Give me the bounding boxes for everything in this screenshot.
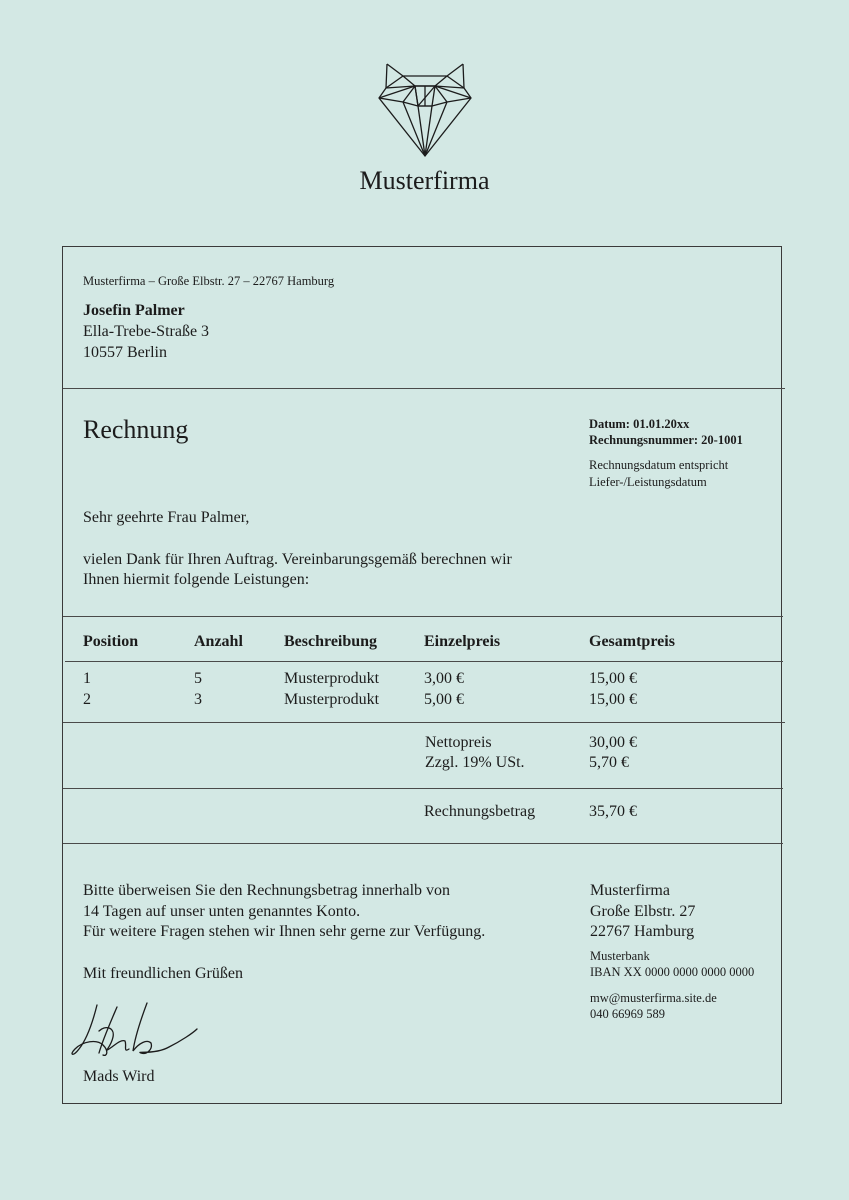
intro-line-1: vielen Dank für Ihren Auftrag. Vereinbarungsgemäß berechnen wir [83,551,512,568]
footer-city: 22767 Hamburg [590,923,695,940]
invoice-date: Datum: 01.01.20xx [589,417,690,431]
footer-bank: Musterbank [590,949,650,963]
total-label: Rechnungsbetrag [424,803,536,820]
net-value: 30,00 € [589,734,637,751]
invoice-number: Rechnungsnummer: 20-1001 [589,433,743,447]
payment-line-3: Für weitere Fragen stehen wir Ihnen sehr gerne zur Verfügung. [83,923,486,940]
recipient-name: Josefin Palmer [83,302,185,319]
footer-iban: IBAN XX 0000 0000 0000 0000 [590,965,755,979]
recipient-city: 10557 Berlin [83,344,167,361]
cell-description: Musterprodukt [284,691,380,708]
divider [63,616,783,617]
cell-position: 2 [83,691,91,708]
footer-street: Große Elbstr. 27 [590,903,696,920]
total-value: 35,70 € [589,803,637,820]
sender-line: Musterfirma – Große Elbstr. 27 – 22767 Hamburg [83,274,335,288]
divider [63,722,785,723]
cell-quantity: 5 [194,670,202,687]
divider [63,843,783,844]
signature-image [69,999,199,1061]
divider [63,788,783,789]
footer-phone: 040 66969 589 [590,1007,665,1021]
fox-head-icon [378,62,472,158]
col-header-unit-price: Einzelpreis [424,633,501,650]
col-header-quantity: Anzahl [194,633,243,650]
cell-total-price: 15,00 € [589,670,637,687]
cell-quantity: 3 [194,691,202,708]
intro-line-2: Ihnen hiermit folgende Leistungen: [83,571,310,588]
recipient-street: Ella-Trebe-Straße 3 [83,323,210,340]
cell-total-price: 15,00 € [589,691,637,708]
invoice-note-1: Rechnungsdatum entspricht [589,458,729,472]
invoice-frame [62,246,782,1104]
footer-email: mw@musterfirma.site.de [590,991,717,1005]
col-header-total-price: Gesamtpreis [589,633,675,650]
col-header-position: Position [83,633,139,650]
net-label: Nettopreis [425,734,492,751]
company-name: Musterfirma [359,166,490,195]
payment-line-2: 14 Tagen auf unser unten genanntes Konto. [83,903,361,920]
invoice-note-2: Liefer-/Leistungsdatum [589,475,707,489]
divider [65,661,783,662]
cell-unit-price: 5,00 € [424,691,464,708]
footer-company: Musterfirma [590,882,670,899]
divider [63,388,785,389]
payment-line-1: Bitte überweisen Sie den Rechnungsbetrag innerhalb von [83,882,451,899]
signatory-name: Mads Wird [83,1068,155,1085]
cell-position: 1 [83,670,91,687]
vat-value: 5,70 € [589,754,629,771]
closing: Mit freundlichen Grüßen [83,965,243,982]
col-header-description: Beschreibung [284,633,378,650]
invoice-title: Rechnung [83,415,189,444]
cell-description: Musterprodukt [284,670,380,687]
cell-unit-price: 3,00 € [424,670,464,687]
salutation: Sehr geehrte Frau Palmer, [83,509,250,526]
vat-label: Zzgl. 19% USt. [425,754,525,771]
